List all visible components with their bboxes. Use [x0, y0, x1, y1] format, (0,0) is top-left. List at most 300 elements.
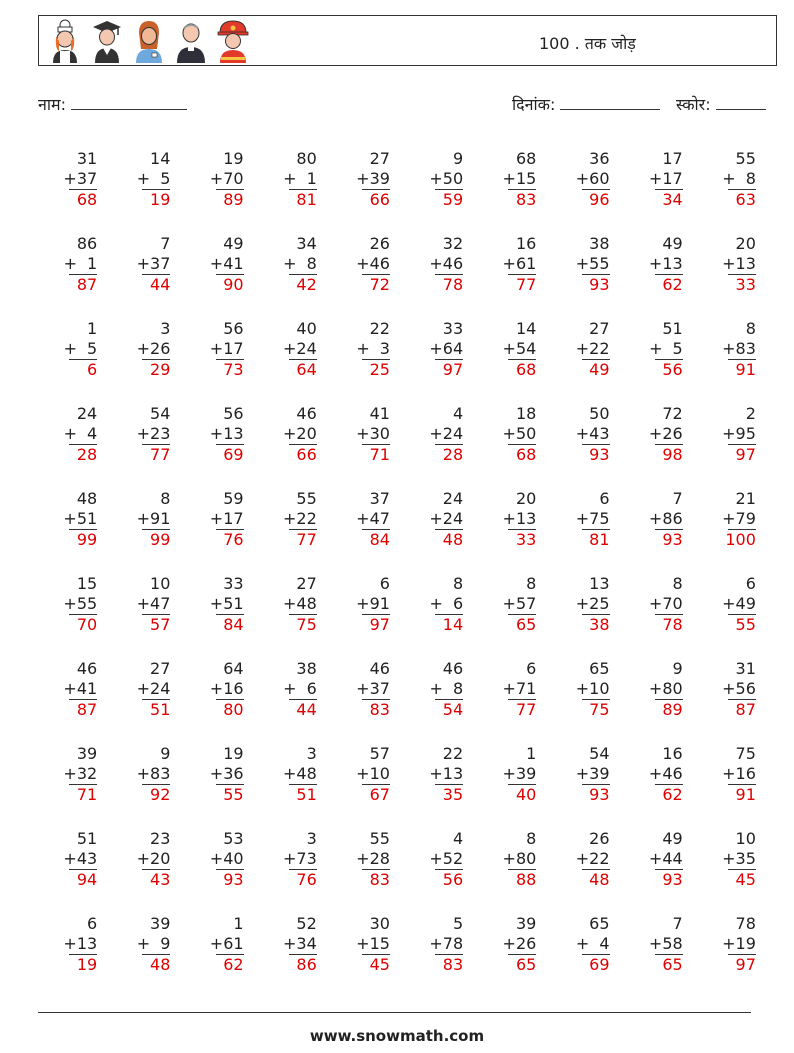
bottom-addend-line [706, 764, 756, 784]
answer: 83 [369, 870, 390, 889]
addition-problem [404, 401, 477, 486]
addition-problem [258, 231, 331, 316]
plus-sign: + [136, 338, 151, 358]
bottom-addend-line [706, 679, 756, 699]
addition-problem [697, 486, 770, 571]
score-blank[interactable] [716, 95, 766, 110]
addition-problem [697, 401, 770, 486]
date-field[interactable] [512, 93, 660, 115]
bottom-addend: 13 [662, 253, 683, 273]
addition-problem [550, 741, 623, 826]
bottom-addend: 1 [306, 168, 317, 188]
bottom-addend-line [560, 849, 610, 869]
bottom-addend-line [47, 934, 97, 954]
bottom-addend-line [413, 594, 463, 614]
bottom-addend: 60 [589, 168, 610, 188]
plus-sign: + [648, 678, 663, 698]
top-addend: 46 [442, 659, 464, 678]
plus-sign: + [63, 848, 77, 868]
answer: 87 [735, 700, 756, 719]
plus-sign: + [429, 933, 443, 953]
bottom-addend: 15 [369, 933, 390, 953]
top-addend: 50 [589, 404, 610, 423]
addition-problem [111, 911, 184, 996]
answer: 97 [369, 615, 390, 634]
addition-problem [550, 826, 623, 911]
bottom-addend: 25 [589, 593, 610, 613]
addition-problem [184, 656, 257, 741]
answer: 100 [725, 530, 756, 549]
plus-sign: + [209, 338, 224, 358]
answer: 54 [442, 700, 464, 719]
bottom-addend: 20 [150, 848, 171, 868]
name-blank[interactable] [71, 95, 187, 110]
bottom-addend: 8 [306, 253, 317, 273]
top-addend: 26 [369, 234, 390, 253]
score-field[interactable] [676, 93, 766, 115]
bottom-addend: 4 [599, 933, 610, 953]
addition-problem [38, 571, 111, 656]
top-addend: 3 [306, 829, 317, 848]
answer: 44 [150, 275, 171, 294]
answer: 77 [296, 530, 317, 549]
top-addend: 4 [452, 829, 464, 848]
addition-problem [697, 911, 770, 996]
bottom-addend: 71 [515, 678, 537, 698]
top-addend: 78 [735, 914, 756, 933]
bottom-addend-line [340, 849, 390, 869]
top-addend: 33 [223, 574, 244, 593]
woman-worker-icon [131, 19, 167, 63]
addition-problem [697, 826, 770, 911]
addition-problem [477, 911, 550, 996]
answer: 87 [76, 275, 98, 294]
answer: 71 [76, 785, 98, 804]
plus-sign: + [283, 253, 297, 273]
addition-problem [258, 486, 331, 571]
bottom-addend-line [340, 169, 390, 189]
bottom-addend-line [413, 934, 463, 954]
plus-sign: + [502, 508, 516, 528]
plus-sign: + [282, 593, 297, 613]
answer: 86 [296, 955, 317, 974]
top-addend: 23 [150, 829, 171, 848]
plus-sign: + [502, 933, 516, 953]
addition-problem [184, 911, 257, 996]
plus-sign: + [575, 848, 590, 868]
top-addend: 46 [296, 404, 317, 423]
top-addend: 57 [369, 744, 390, 763]
plus-sign: + [63, 593, 77, 613]
plus-sign: + [502, 168, 516, 188]
bottom-addend: 40 [223, 848, 244, 868]
bottom-addend: 46 [662, 763, 683, 783]
addition-problem [697, 741, 770, 826]
bottom-addend-line [633, 169, 683, 189]
bottom-addend-line [194, 339, 244, 359]
bottom-addend: 6 [452, 593, 464, 613]
top-addend: 7 [672, 489, 683, 508]
addition-problem [331, 231, 404, 316]
bottom-addend-line [340, 339, 390, 359]
plus-sign: + [502, 338, 516, 358]
top-addend: 3 [306, 744, 317, 763]
bottom-addend: 13 [223, 423, 244, 443]
plus-sign: + [575, 678, 590, 698]
bottom-addend-line [486, 169, 536, 189]
bottom-addend-line [560, 424, 610, 444]
addition-problem [38, 486, 111, 571]
answer: 33 [735, 275, 756, 294]
plus-sign: + [63, 763, 77, 783]
top-addend: 14 [150, 149, 171, 168]
bottom-addend: 61 [223, 933, 244, 953]
plus-sign: + [356, 593, 370, 613]
plus-sign: + [429, 763, 443, 783]
bottom-addend: 41 [76, 678, 98, 698]
bottom-addend: 26 [515, 933, 537, 953]
addition-problem [624, 231, 697, 316]
bottom-addend: 37 [76, 168, 98, 188]
addition-problem [111, 656, 184, 741]
plus-sign: + [575, 338, 590, 358]
top-addend: 8 [160, 489, 171, 508]
top-addend: 46 [369, 659, 390, 678]
bottom-addend: 3 [379, 338, 390, 358]
addition-problem [550, 231, 623, 316]
answer: 69 [589, 955, 610, 974]
plus-sign: + [575, 593, 590, 613]
bottom-addend: 30 [369, 423, 390, 443]
plus-sign: + [356, 338, 370, 358]
top-addend: 72 [662, 404, 683, 423]
bottom-addend-line [194, 424, 244, 444]
header-box [38, 15, 777, 66]
top-addend: 39 [76, 744, 98, 763]
addition-problem [258, 826, 331, 911]
plus-sign: + [502, 423, 516, 443]
bottom-addend-line [194, 764, 244, 784]
addition-problem [624, 826, 697, 911]
answer: 69 [223, 445, 244, 464]
plus-sign: + [575, 423, 590, 443]
top-addend: 5 [452, 914, 464, 933]
answer: 45 [369, 955, 390, 974]
bottom-addend: 50 [515, 423, 537, 443]
bottom-addend-line [267, 934, 317, 954]
addition-problem [184, 401, 257, 486]
addition-problem [331, 401, 404, 486]
addition-problem [258, 571, 331, 656]
addition-problem [404, 826, 477, 911]
bottom-addend-line [47, 679, 97, 699]
top-addend: 6 [87, 914, 98, 933]
bottom-addend-line [486, 339, 536, 359]
answer: 28 [442, 445, 464, 464]
bottom-addend-line [47, 509, 97, 529]
plus-sign: + [136, 933, 151, 953]
plus-sign: + [136, 508, 151, 528]
bottom-addend: 46 [442, 253, 464, 273]
bottom-addend-line [486, 764, 536, 784]
answer: 89 [662, 700, 683, 719]
bottom-addend: 44 [662, 848, 683, 868]
top-addend: 40 [296, 319, 317, 338]
footer-divider [38, 1012, 751, 1013]
top-addend: 27 [589, 319, 610, 338]
addition-problem [38, 911, 111, 996]
plus-sign: + [136, 848, 151, 868]
top-addend: 51 [76, 829, 98, 848]
plus-sign: + [356, 763, 370, 783]
bottom-addend-line [413, 339, 463, 359]
bottom-addend: 48 [296, 763, 317, 783]
plus-sign: + [283, 168, 297, 188]
answer: 65 [515, 955, 537, 974]
answer: 19 [150, 190, 171, 209]
plus-sign: + [356, 253, 370, 273]
bottom-addend-line [267, 424, 317, 444]
top-addend: 9 [452, 149, 464, 168]
answer: 78 [442, 275, 464, 294]
plus-sign: + [63, 508, 77, 528]
addition-problem [38, 316, 111, 401]
addition-problem [184, 741, 257, 826]
bottom-addend: 1 [87, 253, 98, 273]
answer: 76 [296, 870, 317, 889]
top-addend: 8 [452, 574, 464, 593]
answer: 55 [735, 615, 756, 634]
bottom-addend-line [633, 594, 683, 614]
bottom-addend: 13 [515, 508, 537, 528]
answer: 91 [735, 360, 756, 379]
addition-problem [184, 316, 257, 401]
bottom-addend-line [633, 254, 683, 274]
plus-sign: + [722, 168, 736, 188]
plus-sign: + [136, 593, 151, 613]
bottom-addend-line [486, 509, 536, 529]
top-addend: 86 [76, 234, 98, 253]
plus-sign: + [209, 763, 224, 783]
plus-sign: + [648, 848, 663, 868]
plus-sign: + [63, 168, 77, 188]
plus-sign: + [429, 338, 443, 358]
addition-problem [111, 486, 184, 571]
footer-url: www.snowmath.com [309, 1027, 485, 1045]
plus-sign: + [282, 338, 297, 358]
addition-problem [331, 826, 404, 911]
answer: 84 [369, 530, 390, 549]
bottom-addend: 24 [150, 678, 171, 698]
bottom-addend-line [486, 254, 536, 274]
bottom-addend: 51 [76, 508, 98, 528]
bottom-addend-line [47, 849, 97, 869]
addition-problem [624, 571, 697, 656]
addition-problem [331, 486, 404, 571]
plus-sign: + [502, 763, 516, 783]
plus-sign: + [722, 423, 736, 443]
bottom-addend: 39 [515, 763, 537, 783]
avatar-row [47, 19, 251, 63]
addition-problem [258, 656, 331, 741]
answer: 44 [296, 700, 317, 719]
top-addend: 27 [296, 574, 317, 593]
answer: 43 [150, 870, 171, 889]
bottom-addend: 91 [369, 593, 390, 613]
answer: 97 [735, 955, 756, 974]
addition-problem [550, 146, 623, 231]
plus-sign: + [722, 848, 736, 868]
addition-problem [624, 486, 697, 571]
addition-problem [258, 741, 331, 826]
plus-sign: + [136, 253, 151, 273]
bottom-addend-line [560, 594, 610, 614]
answer: 19 [76, 955, 98, 974]
answer: 59 [442, 190, 464, 209]
addition-problem [697, 316, 770, 401]
top-addend: 7 [160, 234, 171, 253]
answer: 67 [369, 785, 390, 804]
bottom-addend-line [633, 339, 683, 359]
plus-sign: + [209, 253, 224, 273]
addition-problem [624, 146, 697, 231]
top-addend: 36 [589, 149, 610, 168]
bottom-addend-line [120, 934, 170, 954]
answer: 83 [369, 700, 390, 719]
top-addend: 48 [76, 489, 98, 508]
answer: 97 [442, 360, 464, 379]
priest-icon [173, 19, 209, 63]
bottom-addend-line [560, 169, 610, 189]
bottom-addend-line [120, 679, 170, 699]
bottom-addend-line [633, 509, 683, 529]
plus-sign: + [282, 848, 297, 868]
date-label: दिनांक: [512, 95, 556, 114]
top-addend: 6 [599, 489, 610, 508]
bottom-addend-line [340, 424, 390, 444]
top-addend: 39 [150, 914, 171, 933]
bottom-addend: 13 [735, 253, 756, 273]
top-addend: 49 [662, 234, 683, 253]
answer: 48 [442, 530, 464, 549]
plus-sign: + [575, 253, 590, 273]
top-addend: 38 [296, 659, 317, 678]
answer: 45 [735, 870, 756, 889]
plus-sign: + [575, 168, 590, 188]
answer: 57 [150, 615, 171, 634]
bottom-addend-line [633, 849, 683, 869]
top-addend: 22 [369, 319, 390, 338]
bottom-addend-line [47, 169, 97, 189]
answer: 93 [589, 785, 610, 804]
bottom-addend-line [560, 509, 610, 529]
addition-problem [331, 316, 404, 401]
answer: 56 [662, 360, 683, 379]
answer: 62 [662, 785, 683, 804]
addition-problem [331, 911, 404, 996]
bottom-addend: 34 [296, 933, 317, 953]
bottom-addend-line [486, 594, 536, 614]
bottom-addend: 39 [589, 763, 610, 783]
top-addend: 54 [589, 744, 610, 763]
addition-problem [697, 231, 770, 316]
bottom-addend-line [267, 679, 317, 699]
bottom-addend-line [47, 594, 97, 614]
top-addend: 55 [735, 149, 756, 168]
answer: 6 [87, 360, 98, 379]
bottom-addend: 79 [735, 508, 756, 528]
bottom-addend: 83 [735, 338, 756, 358]
bottom-addend: 8 [452, 678, 464, 698]
bottom-addend: 17 [223, 338, 244, 358]
addition-problem [111, 146, 184, 231]
plus-sign: + [722, 593, 736, 613]
answer: 64 [296, 360, 317, 379]
answer: 65 [662, 955, 683, 974]
bottom-addend: 24 [296, 338, 317, 358]
addition-problem [38, 146, 111, 231]
bottom-addend-line [486, 849, 536, 869]
addition-problem [477, 231, 550, 316]
name-label: नाम: [38, 95, 66, 114]
plus-sign: + [356, 678, 370, 698]
top-addend: 49 [662, 829, 683, 848]
top-addend: 65 [589, 659, 610, 678]
bottom-addend-line [340, 509, 390, 529]
bottom-addend-line [486, 424, 536, 444]
bottom-addend-line [120, 594, 170, 614]
bottom-addend: 46 [369, 253, 390, 273]
addition-problem [404, 571, 477, 656]
top-addend: 56 [223, 404, 244, 423]
top-addend: 18 [515, 404, 537, 423]
addition-problem [697, 656, 770, 741]
addition-problem [258, 316, 331, 401]
addition-problem [477, 316, 550, 401]
plus-sign: + [722, 678, 736, 698]
plus-sign: + [502, 593, 516, 613]
top-addend: 56 [223, 319, 244, 338]
score-label: स्कोर: [676, 95, 711, 114]
answer: 48 [150, 955, 171, 974]
plus-sign: + [356, 423, 370, 443]
answer: 68 [515, 360, 537, 379]
top-addend: 49 [223, 234, 244, 253]
answer: 28 [76, 445, 98, 464]
answer: 93 [662, 870, 683, 889]
date-blank[interactable] [560, 95, 660, 110]
bottom-addend: 10 [369, 763, 390, 783]
name-field[interactable] [38, 93, 187, 115]
bottom-addend: 37 [369, 678, 390, 698]
bottom-addend-line [194, 169, 244, 189]
answer: 98 [662, 445, 683, 464]
top-addend: 8 [526, 829, 537, 848]
bottom-addend-line [633, 679, 683, 699]
bottom-addend: 58 [662, 933, 683, 953]
bottom-addend: 5 [672, 338, 683, 358]
answer: 89 [223, 190, 244, 209]
top-addend: 1 [233, 914, 244, 933]
answer: 99 [150, 530, 171, 549]
addition-problem [404, 231, 477, 316]
bottom-addend: 22 [589, 338, 610, 358]
top-addend: 13 [589, 574, 610, 593]
bottom-addend-line [633, 934, 683, 954]
addition-problem [38, 826, 111, 911]
answer: 77 [150, 445, 171, 464]
answer: 99 [76, 530, 98, 549]
